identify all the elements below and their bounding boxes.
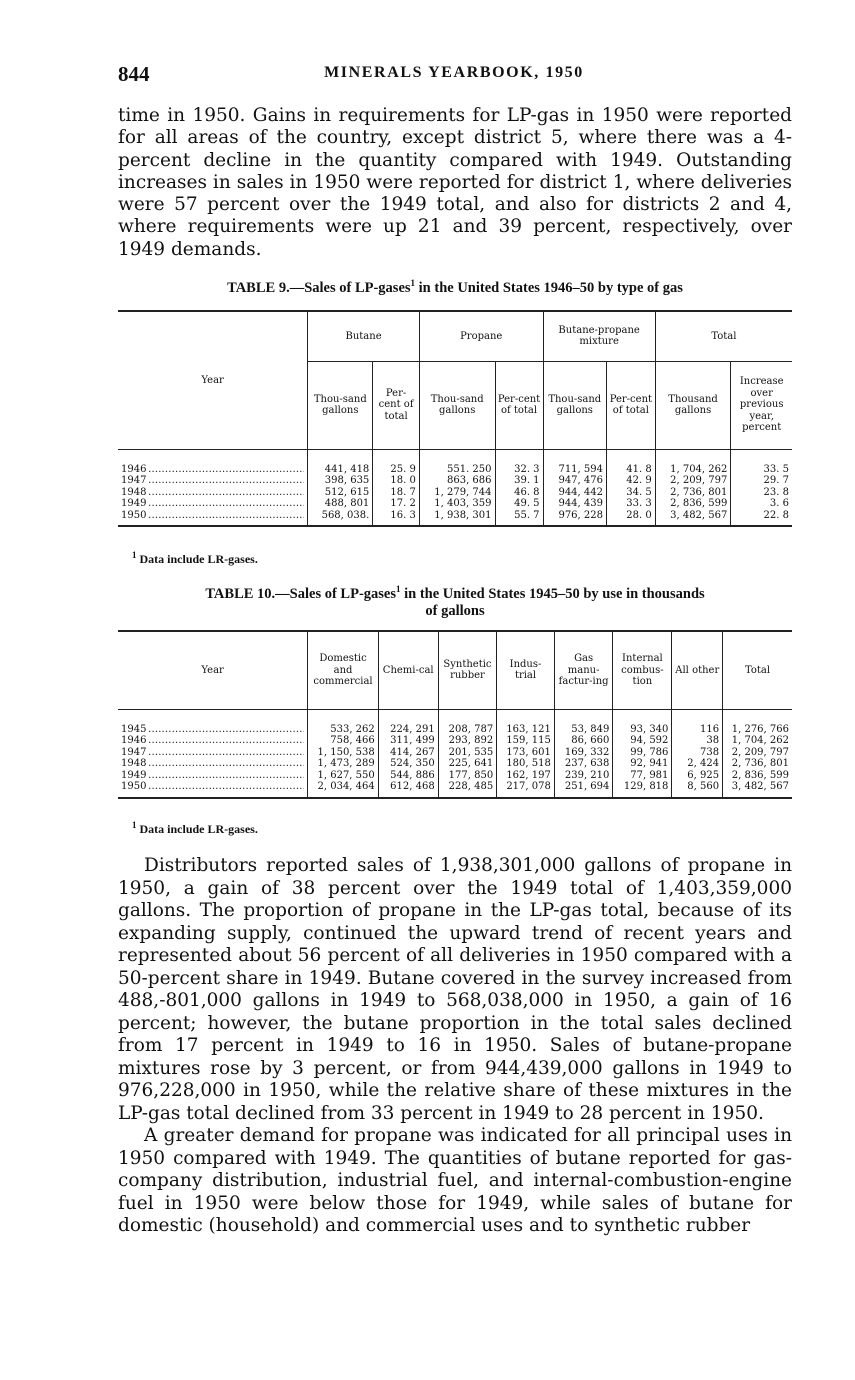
table10-footnote-text: Data include LR-gases. xyxy=(136,822,258,836)
table9-year-header: Year xyxy=(118,311,308,449)
table-cell: 173, 601 xyxy=(497,747,555,759)
table10-header: All other xyxy=(672,631,723,709)
table-cell: 488, 801 xyxy=(308,498,373,510)
table10-year: 1947 . . . xyxy=(121,747,304,759)
table10 xyxy=(118,630,792,799)
table-cell: 228, 485 xyxy=(438,781,497,798)
table-cell: 159, 115 xyxy=(497,735,555,747)
table-cell: 544, 886 xyxy=(378,770,438,782)
table-cell: 2, 424 xyxy=(672,758,723,770)
table-cell: 711, 594 xyxy=(543,449,606,475)
table9-footnote-text: Data include LR-gases. xyxy=(136,552,258,566)
table-cell: 49. 5 xyxy=(495,498,543,510)
table-cell: 99, 786 xyxy=(613,747,672,759)
table9-year: 1947 . . . xyxy=(121,475,304,487)
table-cell: 568, 038. xyxy=(308,510,373,527)
table9-caption-title: TABLE 9.—Sales of LP-gases xyxy=(227,280,411,296)
table-cell: 180, 518 xyxy=(497,758,555,770)
table10-footnote xyxy=(132,822,258,837)
table-cell: 92, 941 xyxy=(613,758,672,770)
table-cell: 1, 279, 744 xyxy=(419,487,495,499)
table9-subheader: Per-cent of total xyxy=(495,361,543,449)
table-cell: 239, 210 xyxy=(554,770,613,782)
table-cell: 3, 482, 567 xyxy=(655,510,731,527)
table10-header: Domestic and commercial xyxy=(308,631,379,709)
table-cell: 3. 6 xyxy=(731,498,792,510)
table-row xyxy=(118,709,792,735)
table-cell: 2, 836, 599 xyxy=(655,498,731,510)
table-cell: 3, 482, 567 xyxy=(723,781,792,798)
intro-paragraph xyxy=(118,105,792,261)
table-cell: 293, 892 xyxy=(438,735,497,747)
table-cell: 18. 0 xyxy=(373,475,420,487)
table10-header: Indus-trial xyxy=(497,631,555,709)
table9-footnote xyxy=(132,552,258,567)
table-cell: 201, 535 xyxy=(438,747,497,759)
table9-year: 1948 . . . xyxy=(121,487,304,499)
table-cell: 947, 476 xyxy=(543,475,606,487)
table-cell: 77, 981 xyxy=(613,770,672,782)
table-cell: 225, 641 xyxy=(438,758,497,770)
table-cell: 1, 403, 359 xyxy=(419,498,495,510)
table-cell: 116 xyxy=(672,709,723,735)
table-cell: 169, 332 xyxy=(554,747,613,759)
table-cell: 944, 439 xyxy=(543,498,606,510)
table-cell: 2, 209, 797 xyxy=(723,747,792,759)
table9-footnote-mark: 1 xyxy=(132,550,137,560)
table-row xyxy=(118,747,792,759)
table-cell: 251, 694 xyxy=(554,781,613,798)
table-cell: 1, 938, 301 xyxy=(419,510,495,527)
table-cell: 551. 250 xyxy=(419,449,495,475)
table9-group-total: Total xyxy=(655,311,792,361)
table10-caption-title: TABLE 10.—Sales of LP-gases xyxy=(205,586,396,602)
table10-year: 1949 . . . xyxy=(121,770,304,782)
table-cell: 512, 615 xyxy=(308,487,373,499)
table-row xyxy=(118,449,792,475)
table-cell: 944, 442 xyxy=(543,487,606,499)
table-cell: 25. 9 xyxy=(373,449,420,475)
table-cell: 524, 350 xyxy=(378,758,438,770)
table10-caption-footnote-mark: 1 xyxy=(396,584,401,595)
table-cell: 32. 3 xyxy=(495,449,543,475)
table-cell: 42. 9 xyxy=(606,475,655,487)
table-cell: 224, 291 xyxy=(378,709,438,735)
table-row xyxy=(118,770,792,782)
table-cell: 237, 638 xyxy=(554,758,613,770)
table-cell: 758, 466 xyxy=(308,735,379,747)
table10-header-year: Year xyxy=(118,631,308,709)
table9-subheader: Per-cent of total xyxy=(606,361,655,449)
table10-footnote-mark: 1 xyxy=(132,820,137,830)
table9-caption xyxy=(118,280,792,297)
table9-group-mixture: Butane-propane mixture xyxy=(543,311,655,361)
table-cell: 1, 704, 262 xyxy=(655,449,731,475)
table9-subheader: Increase over previous year, percent xyxy=(731,361,792,449)
table10-year: 1950 . . . xyxy=(121,781,304,793)
table-cell: 163, 121 xyxy=(497,709,555,735)
table-cell: 17. 2 xyxy=(373,498,420,510)
table10-header: Synthetic rubber xyxy=(438,631,497,709)
table-row xyxy=(118,510,792,527)
table-cell: 33. 5 xyxy=(731,449,792,475)
table9-subheader: Thou-sand gallons xyxy=(419,361,495,449)
table9-year: 1949 . . . xyxy=(121,498,304,510)
table-cell: 129, 818 xyxy=(613,781,672,798)
table-cell: 1, 473, 289 xyxy=(308,758,379,770)
intro-paragraph-text: time in 1950. Gains in requirements for LP-gas in 1950 were reported for all areas of the country, except district 5, where there was a 4-percent decline in the quantity compared with 1949. Outstanding increases in sales in 1950 were reported for district 1, where deliveries were 57 percent over the 1949 total, and also for districts 2 and 4, where requirements were up 21 and 39 percent, respectively, over 1949 demands. xyxy=(118,105,792,260)
table-cell: 86, 660 xyxy=(554,735,613,747)
table-cell: 18. 7 xyxy=(373,487,420,499)
table-cell: 53, 849 xyxy=(554,709,613,735)
table10-year: 1945 . . . xyxy=(121,724,304,736)
table-cell: 46. 8 xyxy=(495,487,543,499)
table-cell: 2, 836, 599 xyxy=(723,770,792,782)
table-cell: 28. 0 xyxy=(606,510,655,527)
table-cell: 441, 418 xyxy=(308,449,373,475)
table9-subheader: Per-cent of total xyxy=(373,361,420,449)
page-number: 844 xyxy=(118,62,150,86)
table-cell: 177, 850 xyxy=(438,770,497,782)
body-text xyxy=(118,855,792,1238)
table9-group-propane: Propane xyxy=(419,311,543,361)
table-cell: 1, 150, 538 xyxy=(308,747,379,759)
table-cell: 2, 209, 797 xyxy=(655,475,731,487)
table-cell: 23. 8 xyxy=(731,487,792,499)
table-cell: 2, 736, 801 xyxy=(723,758,792,770)
table-cell: 2, 736, 801 xyxy=(655,487,731,499)
table9-group-butane: Butane xyxy=(308,311,420,361)
table9-caption-footnote-mark: 1 xyxy=(410,278,416,289)
table9-subheader: Thousand gallons xyxy=(655,361,731,449)
table-cell: 55. 7 xyxy=(495,510,543,527)
table-cell: 2, 034, 464 xyxy=(308,781,379,798)
table-cell: 217, 078 xyxy=(497,781,555,798)
page-header xyxy=(118,62,790,86)
table-cell: 34. 5 xyxy=(606,487,655,499)
table9-year: 1946 . . . xyxy=(121,464,304,476)
table-cell: 398, 635 xyxy=(308,475,373,487)
table-cell: 41. 8 xyxy=(606,449,655,475)
table-cell: 976, 228 xyxy=(543,510,606,527)
table-row xyxy=(118,758,792,770)
table10-header: Gas manu-factur-ing xyxy=(554,631,613,709)
table-cell: 208, 787 xyxy=(438,709,497,735)
table-row xyxy=(118,735,792,747)
table10-caption xyxy=(118,586,792,620)
table-row xyxy=(118,498,792,510)
table-cell: 533, 262 xyxy=(308,709,379,735)
table10-year: 1948 . . . xyxy=(121,758,304,770)
table-cell: 6, 925 xyxy=(672,770,723,782)
table-cell: 93, 340 xyxy=(613,709,672,735)
table10-year: 1946 . . . xyxy=(121,735,304,747)
table-cell: 22. 8 xyxy=(731,510,792,527)
table-row xyxy=(118,475,792,487)
table10-header: Internal combus-tion xyxy=(613,631,672,709)
table-cell: 1, 276, 766 xyxy=(723,709,792,735)
body-paragraph: A greater demand for propane was indicated for all principal uses in 1950 compared with 1949. The quantities of butane reported for gas-company distribution, industrial fuel, and internal-combustion-engine fuel in 1950 were below those for 1949, while sales of butane for domestic (household) and commercial uses and to synthetic rubber xyxy=(118,1125,792,1236)
table-cell: 94, 592 xyxy=(613,735,672,747)
table-cell: 8, 560 xyxy=(672,781,723,798)
table-cell: 414, 267 xyxy=(378,747,438,759)
running-head: MINERALS YEARBOOK, 1950 xyxy=(324,64,584,81)
table-row xyxy=(118,781,792,798)
table-cell: 33. 3 xyxy=(606,498,655,510)
table-cell: 738 xyxy=(672,747,723,759)
body-paragraph: Distributors reported sales of 1,938,301,000 gallons of propane in 1950, a gain of 38 percent over the 1949 total of 1,403,359,000 gallons. The proportion of propane in the LP-gas total, because of its expanding supply, continued the upward trend of recent years and represented about 56 percent of all deliveries in 1950 compared with a 50-percent share in 1949. Butane covered in the survey increased from 488,-801,000 gallons in 1949 to 568,038,000 in 1950, a gain of 16 percent; however, the butane proportion in the total sales declined from 17 percent in 1949 to 16 in 1950. Sales of butane-propane mixtures rose by 3 percent, or from 944,439,000 gallons in 1949 to 976,228,000 in 1950, while the relative share of these mixtures in the LP-gas total declined from 33 percent in 1949 to 28 percent in 1950. xyxy=(118,855,792,1124)
table-row xyxy=(118,487,792,499)
table-cell: 863, 686 xyxy=(419,475,495,487)
table10-header: Chemi-cal xyxy=(378,631,438,709)
table-cell: 1, 704, 262 xyxy=(723,735,792,747)
table9-subheader: Thou-sand gallons xyxy=(308,361,373,449)
table-cell: 38 xyxy=(672,735,723,747)
table-cell: 16. 3 xyxy=(373,510,420,527)
table-cell: 1, 627, 550 xyxy=(308,770,379,782)
table10-caption-rest: in the United States 1945–50 by use in thousands xyxy=(400,586,705,602)
table9-year: 1950 . . . xyxy=(121,510,304,522)
table-cell: 612, 468 xyxy=(378,781,438,798)
table-cell: 162, 197 xyxy=(497,770,555,782)
table10-header: Total xyxy=(723,631,792,709)
table-cell: 39. 1 xyxy=(495,475,543,487)
table9-caption-rest: in the United States 1946–50 by type of gas xyxy=(415,280,683,296)
table9-subheader: Thou-sand gallons xyxy=(543,361,606,449)
table10-caption-line2: of gallons xyxy=(425,603,485,619)
table-cell: 29. 7 xyxy=(731,475,792,487)
table9 xyxy=(118,310,792,527)
table-cell: 311, 499 xyxy=(378,735,438,747)
